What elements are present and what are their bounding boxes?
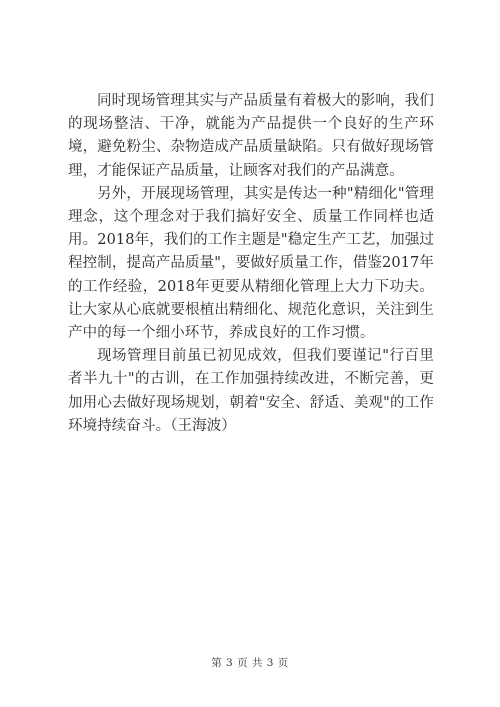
paragraph-refinement: 另外，开展现场管理，其实是传达一种"精细化"管理理念，这个理念对于我们搞好安全、质量工作同样也适用。2018年，我们的工作主题是"稳定生产工艺，加强过程控制，提高产品质量"，要做好质量工作，借鉴2017年的工作经验，2018年更要从精细化管理上大力下功夫。让大家从心底就要根植出精细化、规范化意识，关注到生产中的每一个细小环节，养成良好的工作习惯。 (68, 185, 434, 342)
document-body (68, 90, 434, 438)
paragraph-quality: 同时现场管理其实与产品质量有着极大的影响，我们的现场整洁、干净，就能为产品提供一个良好的生产环境，避免粉尘、杂物造成产品质量缺陷。只有做好现场管理，才能保证产品质量，让顾客对我们的产品满意。 (68, 93, 434, 179)
page-footer: 第 3 页 共 3 页 (211, 657, 289, 669)
paragraph-conclusion: 现场管理目前虽已初见成效，但我们要谨记"行百里者半九十"的古训，在工作加强持续改进，不断完善，更加用心去做好现场规划，朝着"安全、舒适、美观"的工作环境持续奋斗。（王海波） (68, 348, 434, 434)
